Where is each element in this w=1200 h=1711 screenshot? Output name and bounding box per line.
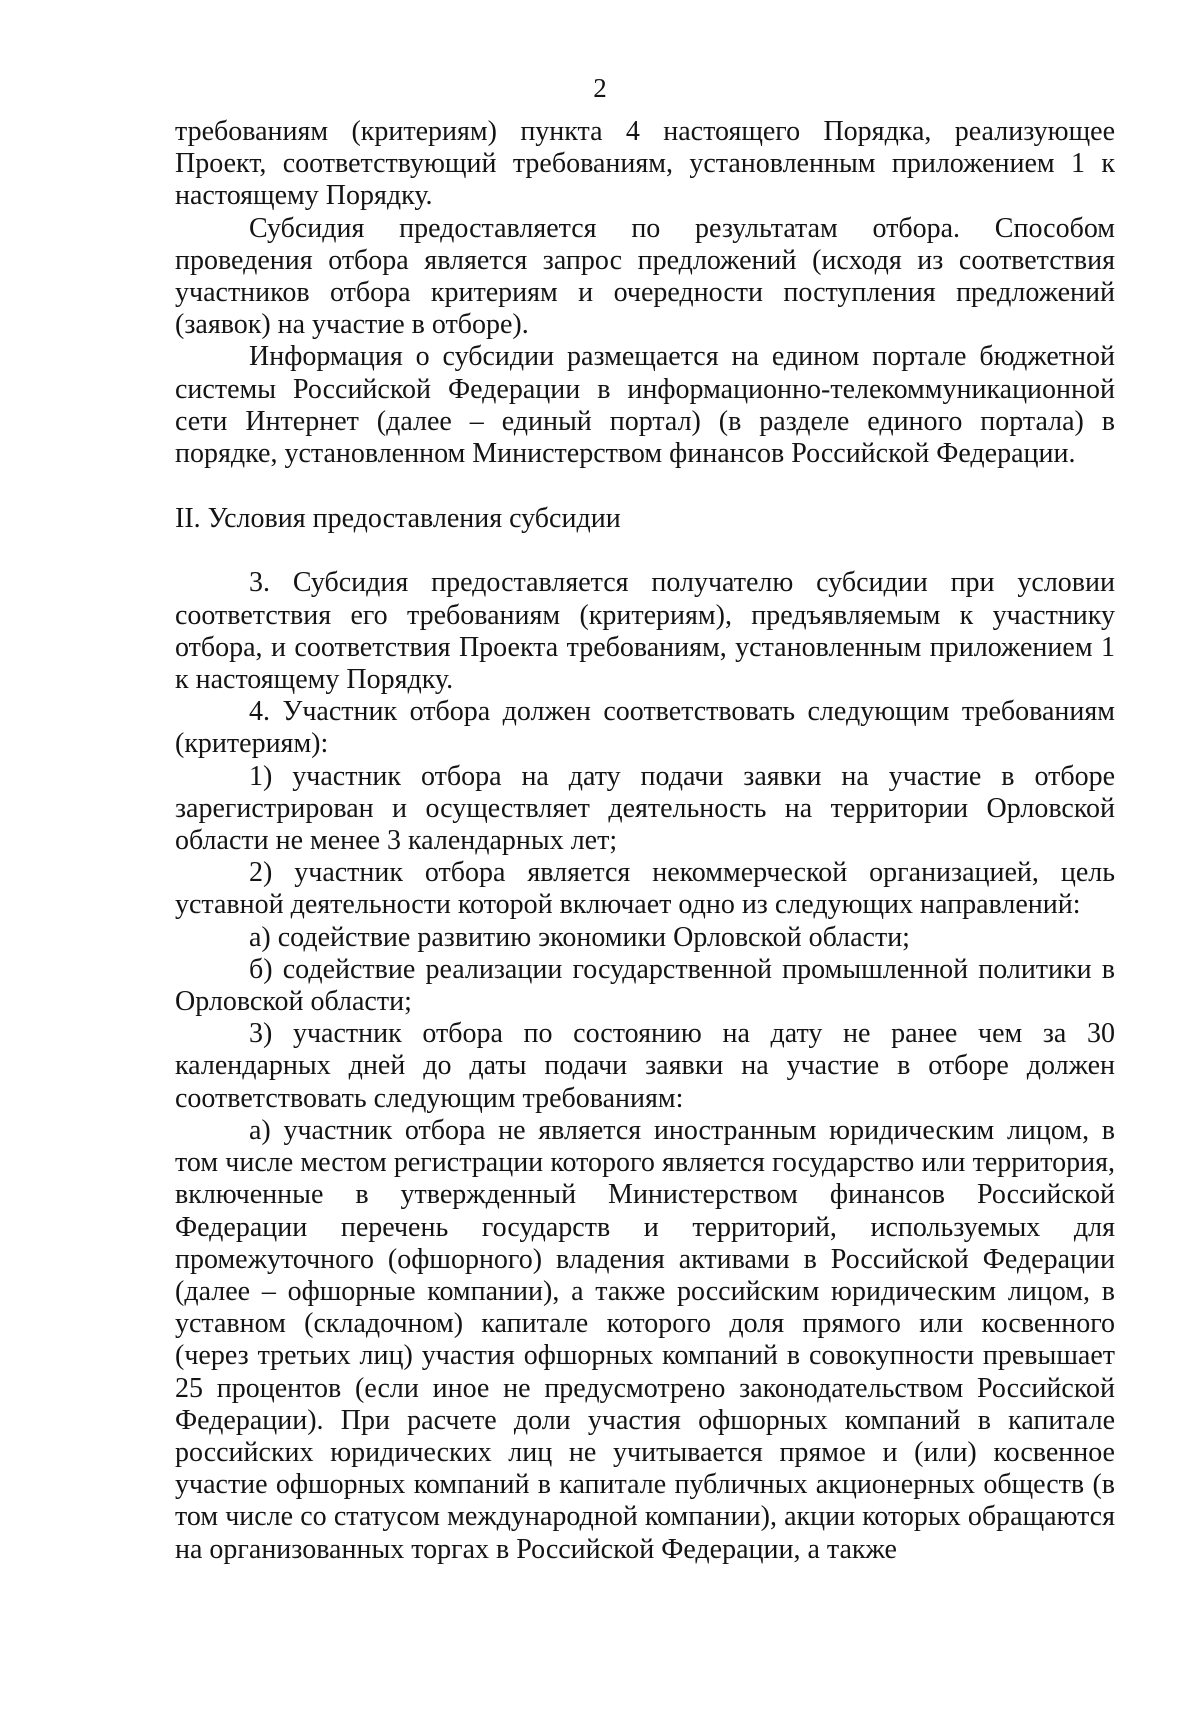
clause-4: 4. Участник отбора должен соответствовать следующим требованиям (критериям): — [175, 696, 1115, 760]
clause-4-item-2b: б) содействие реализации государственной промышленной политики в Орловской области; — [175, 953, 1115, 1018]
paragraph-continuation: требованиям (критериям) пункта 4 настоящего Порядка, реализующее Проект, соответствующий требованиям, установленным приложением 1 к настоящему Порядку. — [175, 116, 1115, 212]
clause-3: 3. Субсидия предоставляется получателю субсидии при условии соответствия его требованиям (критериям), предъявляемым к участнику отбора, и соответствия Проекта требованиям, установленным приложением 1 к настоящему Порядку. — [175, 567, 1115, 696]
page-number: 2 — [593, 73, 607, 103]
clause-4-item-3a: а) участник отбора не является иностранным юридическим лицом, в том числе местом регистрации которого является государство или территория, включенные в утвержденный Министерством финансов Российской Федерации перечень государств и территорий, используемых для промежуточного (офшорного) владения активами в Российской Федерации (далее – офшорные компании), а также российским юридическим лицом, в уставном (складочном) капитале которого доля прямого или косвенного (через третьих лиц) участия офшорных компаний в совокупности превышает 25 процентов (если иное не предусмотрено законодательством Российской Федерации). При расчете доли участия офшорных компаний в капитале российских юридических лиц не учитывается прямое и (или) косвенное участие офшорных компаний в капитале публичных акционерных обществ (в том числе со статусом международной компании), акции которых обращаются на организованных торгах в Российской Федерации, а также — [175, 1114, 1115, 1565]
clause-4-item-1: 1) участник отбора на дату подачи заявки на участие в отборе зарегистрирован и осуществляет деятельность на территории Орловской области не менее 3 календарных лет; — [175, 760, 1115, 857]
paragraph-portal-info: Информация о субсидии размещается на едином портале бюджетной системы Российской Федерации в информационно-телекоммуникационной сети Интернет (далее – единый портал) (в разделе единого портала) в порядке, установленном Министерством финансов Российской Федерации. — [175, 341, 1115, 470]
paragraph-selection-method: Субсидия предоставляется по результатам отбора. Способом проведения отбора является запрос предложений (исходя из соответствия участников отбора критериям и очередности поступления предложений (заявок) на участие в отборе). — [175, 212, 1115, 341]
clause-4-item-2: 2) участник отбора является некоммерческой организацией, цель уставной деятельности которой включает одно из следующих направлений: — [175, 857, 1115, 921]
clause-4-item-2a: а) содействие развитию экономики Орловской области; — [249, 921, 910, 953]
section-heading: II. Условия предоставления субсидии — [175, 503, 621, 535]
clause-4-item-3: 3) участник отбора по состоянию на дату не ранее чем за 30 календарных дней до даты подачи заявки на участие в отборе должен соответствовать следующим требованиям: — [175, 1018, 1115, 1114]
document-body — [175, 116, 1115, 1566]
